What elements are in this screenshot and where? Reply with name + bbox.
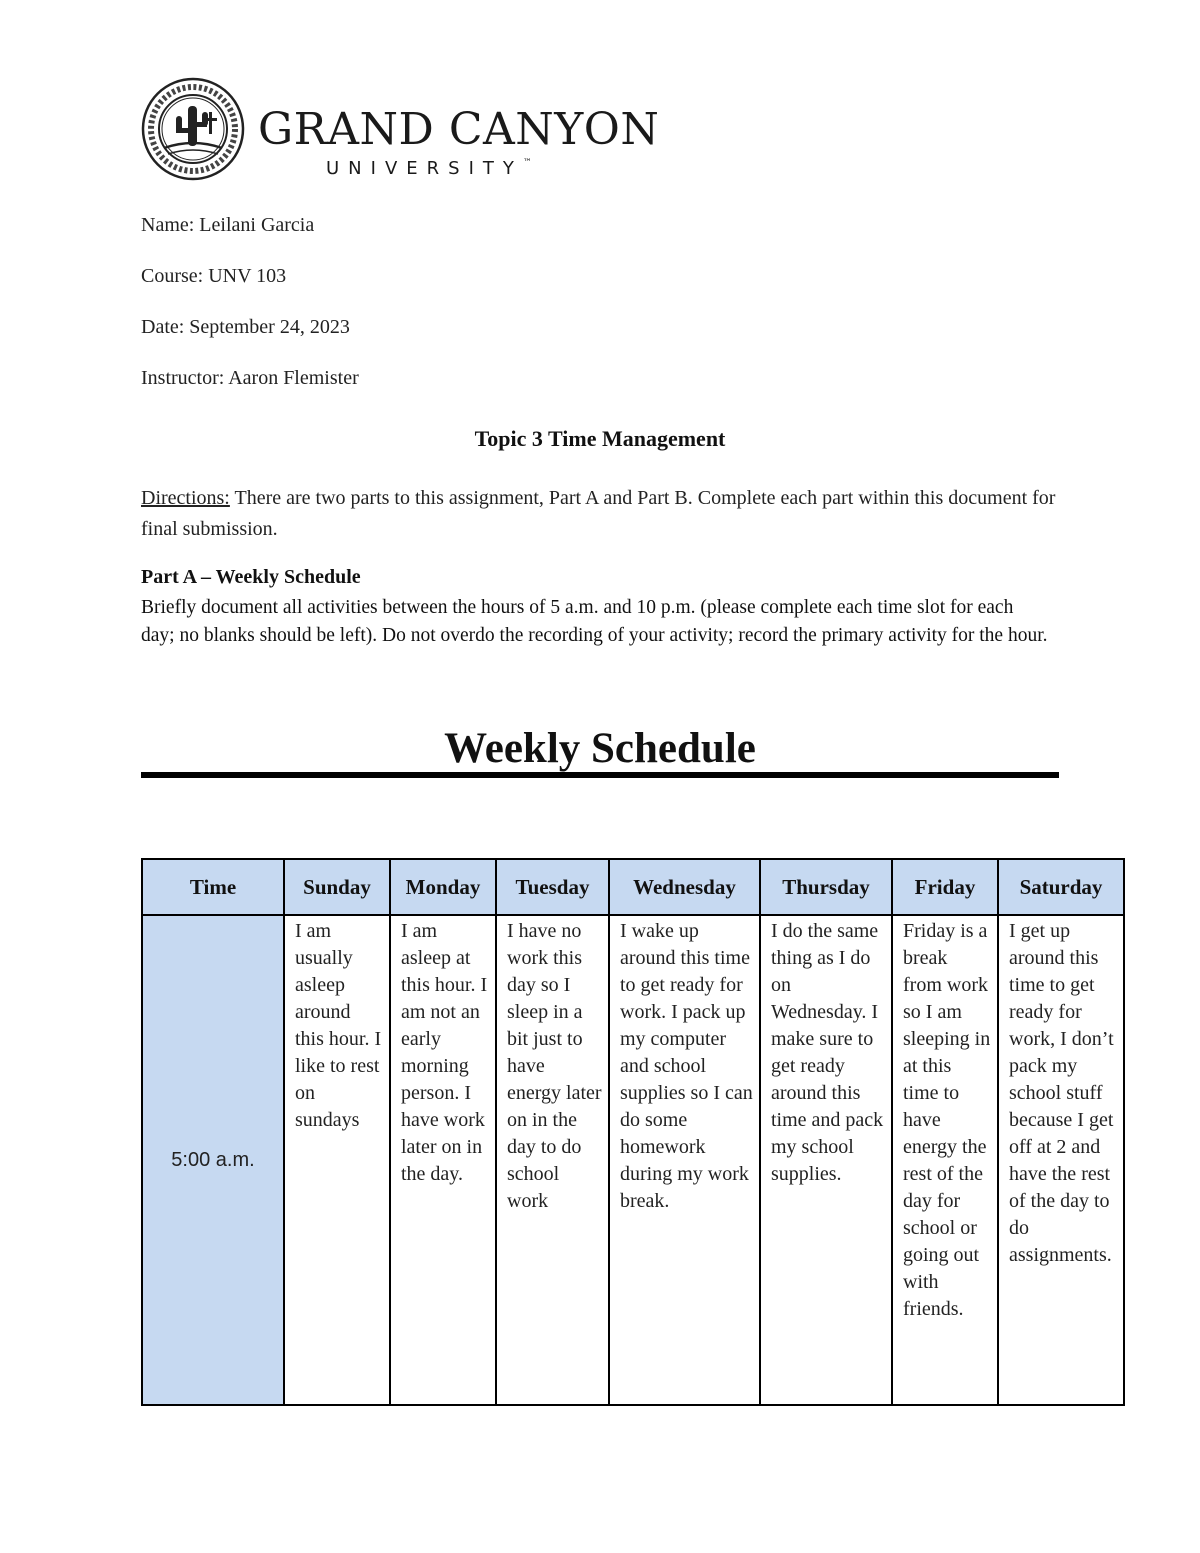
cell-saturday: I get up around this time to get ready for work, I don’t pack my school stuff because I get off at 2 and have the rest of the day to do assignments. bbox=[998, 915, 1124, 1405]
directions-label: Directions: bbox=[141, 487, 230, 509]
part-a-heading: Part A – Weekly Schedule bbox=[141, 566, 361, 588]
university-seal-icon bbox=[140, 76, 246, 182]
schedule-title: Weekly Schedule bbox=[444, 725, 756, 772]
header-thursday: Thursday bbox=[760, 859, 892, 915]
logo-subtitle: UNIVERSITY™ bbox=[326, 158, 532, 179]
directions-text: There are two parts to this assignment, Part A and Part B. Complete each part within this document for final submission. bbox=[141, 487, 1056, 540]
cell-tuesday: I have no work this day so I sleep in a bit just to have energy later on in the day to do school work bbox=[496, 915, 609, 1405]
university-logo bbox=[140, 74, 660, 184]
table-row bbox=[142, 915, 1124, 1405]
header-wednesday: Wednesday bbox=[609, 859, 760, 915]
time-cell: 5:00 a.m. bbox=[142, 915, 284, 1405]
header-saturday: Saturday bbox=[998, 859, 1124, 915]
header-monday: Monday bbox=[390, 859, 496, 915]
instructor-label: Instructor: Aaron Flemister bbox=[141, 367, 359, 389]
directions-paragraph bbox=[141, 483, 1061, 545]
topic-title: Topic 3 Time Management bbox=[474, 426, 726, 451]
table-header-row bbox=[142, 859, 1124, 915]
student-name: Name: Leilani Garcia bbox=[141, 214, 315, 236]
cell-sunday: I am usually asleep around this hour. I like to rest on sundays bbox=[284, 915, 390, 1405]
part-a-body: Briefly document all activities between the hours of 5 a.m. and 10 p.m. (please complete each time slot for each day; no blanks should be left). Do not overdo the recording of your activity; record the primary activity for the hour. bbox=[141, 597, 1048, 646]
date-label: Date: September 24, 2023 bbox=[141, 316, 350, 338]
weekly-schedule-table bbox=[141, 858, 1125, 1406]
cell-wednesday: I wake up around this time to get ready for work. I pack up my computer and school supplies so I can do some homework during my work break. bbox=[609, 915, 760, 1405]
cell-friday: Friday is a break from work so I am sleeping in at this time to have energy the rest of the day for school or going out with friends. bbox=[892, 915, 998, 1405]
header-sunday: Sunday bbox=[284, 859, 390, 915]
logo-wordmark: GRAND CANYON bbox=[258, 104, 660, 155]
title-divider bbox=[141, 772, 1059, 778]
cell-monday: I am asleep at this hour. I am not an early morning person. I have work later on in the day. bbox=[390, 915, 496, 1405]
cell-thursday: I do the same thing as I do on Wednesday. I make sure to get ready around this time and pack my school supplies. bbox=[760, 915, 892, 1405]
header-time: Time bbox=[142, 859, 284, 915]
header-friday: Friday bbox=[892, 859, 998, 915]
header-tuesday: Tuesday bbox=[496, 859, 609, 915]
course-label: Course: UNV 103 bbox=[141, 265, 287, 287]
